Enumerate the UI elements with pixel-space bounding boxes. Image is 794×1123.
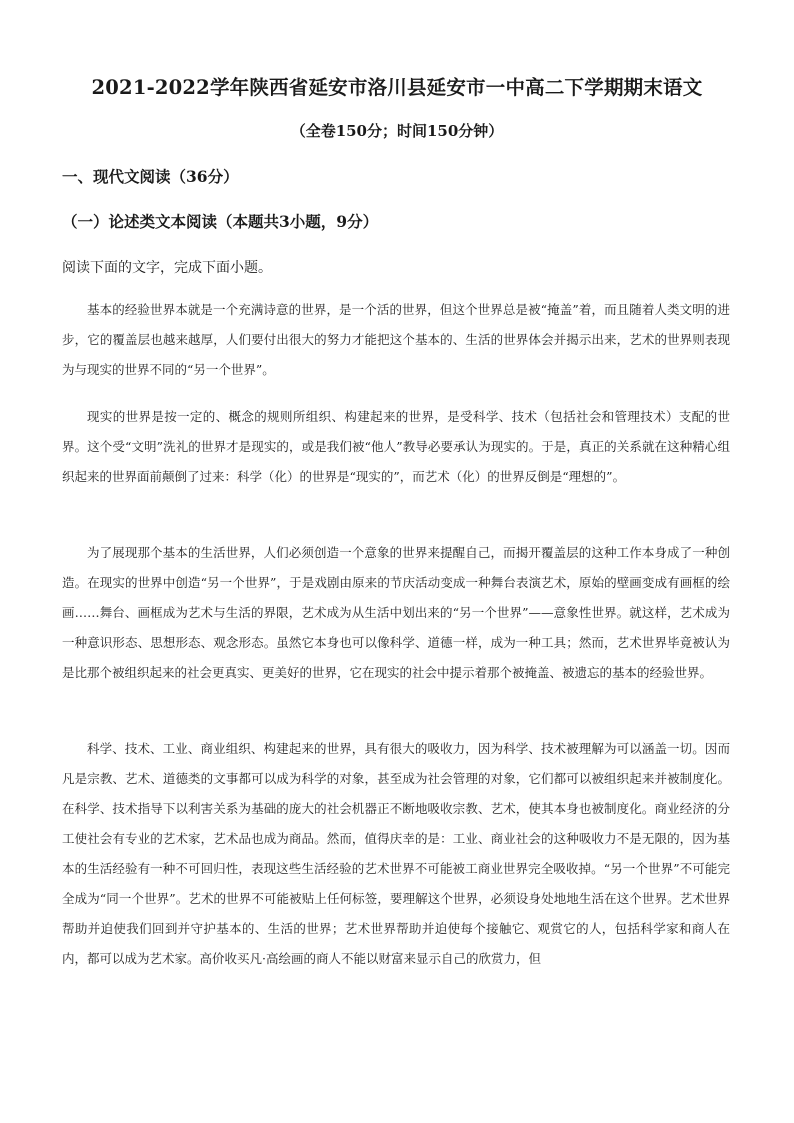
reading-instruction: 阅读下面的文字，完成下面小题。 [62,260,272,276]
passage-paragraph-4: 科学、技术、工业、商业组织、构建起来的世界，具有很大的吸收力，因为科学、技术被理解为可以涵盖一切。因而凡是宗教、艺术、道德类的文事都可以成为科学的对象，甚至成为社会管理的对象，它们都可以被组织起来并被制度化。在科学、技术指导下以利害关系为基础的庞大的社会机器正不断地吸收宗教、艺术，使其本身也被制度化。商业经济的分工使社会有专业的艺术家，艺术品也成为商品。然而，值得庆幸的是：工业、商业社会的这种吸收力不是无限的，因为基本的生活经验有一种不可回归性，表现这些生活经验的艺术世界不可能被工商业世界完全吸收掉。“另一个世界”不可能完全成为“同一个世界”。艺术的世界不可能被贴上任何标签，要理解这个世界，必须设身处地地生活在这个世界。艺术世界帮助并迫使我们回到并守护基本的、生活的世界；艺术世界帮助并迫使每个接触它、观赏它的人，包括科学家和商人在内，都可以成为艺术家。高价收买凡·高绘画的商人不能以财富来显示自己的欣赏力，但 [62,741,730,966]
passage-paragraph-1: 基本的经验世界本就是一个充满诗意的世界，是一个活的世界，但这个世界总是被“掩盖”着，而且随着人类文明的进步，它的覆盖层也越来越厚，人们要付出很大的努力才能把这个基本的、生活的世界体会并揭示出来，艺术的世界则表现为与现实的世界不同的“另一个世界”。 [62,302,730,377]
section-heading: 一、现代文阅读（36分） [62,167,239,186]
subsection-heading: （一）论述类文本阅读（本题共3小题，9分） [62,212,379,231]
passage-paragraph-2: 现实的世界是按一定的、概念的规则所组织、构建起来的世界，是受科学、技术（包括社会和管理技术）支配的世界。这个受“文明”洗礼的世界才是现实的，或是我们被“他人”教导必要承认为现实的。于是，真正的关系就在这种精心组织起来的世界面前颠倒了过来：科学（化）的世界是“现实的”，而艺术（化）的世界反倒是“理想的”。 [62,409,730,484]
exam-info: （全卷150分；时间150分钟） [290,122,504,140]
document-title: 2021-2022学年陕西省延安市洛川县延安市一中高二下学期期末语文 [91,76,703,99]
passage-paragraph-3: 为了展现那个基本的生活世界，人们必须创造一个意象的世界来提醒自己，而揭开覆盖层的这种工作本身成了一种创造。在现实的世界中创造“另一个世界”，于是戏剧由原来的节庆活动变成一种舞台表演艺术，原始的壁画变成有画框的绘画……舞台、画框成为艺术与生活的界限，艺术成为从生活中划出来的“另一个世界”——意象性世界。就这样，艺术成为一种意识形态、思想形态、观念形态。虽然它本身也可以像科学、道德一样，成为一种工具；然而，艺术世界毕竟被认为是比那个被组织起来的社会更真实、更美好的世界，它在现实的社会中提示着那个被掩盖、被遗忘的基本的经验世界。 [62,545,730,680]
